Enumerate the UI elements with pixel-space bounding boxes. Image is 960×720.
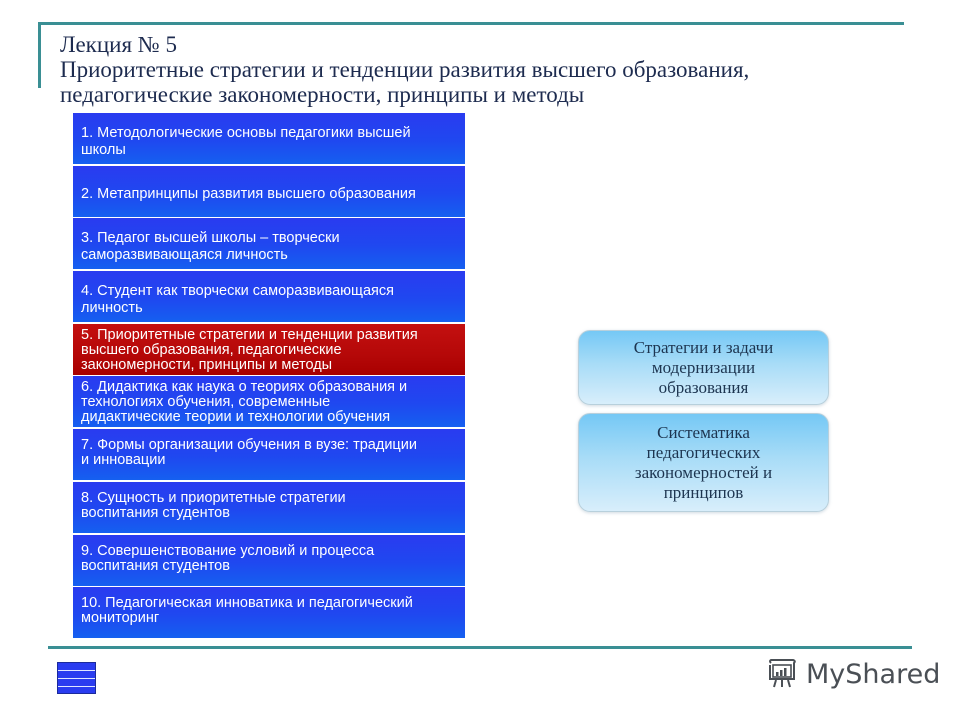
menu-item-2[interactable] xyxy=(73,166,465,217)
menu-item-3[interactable] xyxy=(73,218,465,269)
menu-item-label: закономерности, принципы и методы xyxy=(81,356,333,373)
menu-item-8[interactable] xyxy=(73,482,465,533)
menu-item-label: 5. Приоритетные стратегии и тенденции развития xyxy=(81,326,418,343)
menu-item-4[interactable] xyxy=(73,271,465,322)
box-text-line: закономерностей и xyxy=(634,462,773,482)
menu-item-6[interactable] xyxy=(73,376,465,427)
menu-item-label: 2. Метапринципы развития высшего образования xyxy=(81,185,416,202)
menu-item-label: высшего образования, педагогические xyxy=(81,341,342,358)
box-text-line: принципов xyxy=(663,482,744,502)
box-text-line: образования xyxy=(658,377,749,397)
menu-item-label: 10. Педагогическая инноватика и педагогический xyxy=(81,595,413,612)
menu-item-9[interactable] xyxy=(73,535,465,586)
frame-left-line xyxy=(38,22,41,88)
menu-item-label: мониторинг xyxy=(81,610,160,627)
menu-item-label: воспитания студентов xyxy=(81,557,230,574)
menu-item-label: саморазвивающаяся личность xyxy=(81,246,288,263)
menu-item-label: технологиях обучения, современные xyxy=(81,394,331,411)
menu-item-10[interactable] xyxy=(73,587,465,638)
slide-title xyxy=(60,32,920,107)
menu-item-label: дидактические теории и технологии обучения xyxy=(81,409,391,426)
menu-item-label: воспитания студентов xyxy=(81,504,230,521)
box-text-line: Систематика xyxy=(657,422,750,442)
menu-item-label: 9. Совершенствование условий и процесса xyxy=(81,542,375,559)
lecture-label: Лекция № 5 xyxy=(60,32,177,57)
title-line-1: Приоритетные стратегии и тенденции развития высшего образования, xyxy=(60,57,750,82)
box-text-line: модернизации xyxy=(651,357,756,377)
strategies-box[interactable] xyxy=(578,330,829,405)
box-text-line: Стратегии и задачи xyxy=(633,337,774,357)
menu-item-label: 4. Студент как творчески саморазвивающаяся xyxy=(81,282,394,299)
lecture-menu xyxy=(73,113,465,640)
brand-logo xyxy=(766,654,940,694)
menu-item-7[interactable] xyxy=(73,429,465,480)
box-text-line: педагогических xyxy=(646,442,761,462)
menu-item-label: 1. Методологические основы педагогики высшей xyxy=(81,124,411,141)
brand-name: MyShared xyxy=(806,658,941,690)
menu-list-icon[interactable] xyxy=(57,662,96,694)
menu-item-label: 3. Педагог высшей школы – творчески xyxy=(81,229,340,246)
frame-bottom-line xyxy=(48,646,912,649)
systematics-box[interactable] xyxy=(578,413,829,512)
menu-item-5-active[interactable] xyxy=(73,324,465,375)
presentation-board-icon xyxy=(766,657,800,691)
menu-item-label: и инновации xyxy=(81,452,166,469)
title-line-2: педагогические закономерности, принципы и методы xyxy=(60,82,585,107)
menu-item-label: 8. Сущность и приоритетные стратегии xyxy=(81,489,346,506)
menu-item-label: 7. Формы организации обучения в вузе: традиции xyxy=(81,437,417,454)
menu-item-label: 6. Дидактика как наука о теориях образования и xyxy=(81,379,408,396)
menu-item-1[interactable] xyxy=(73,113,465,164)
frame-top-line xyxy=(38,22,904,25)
menu-item-label: школы xyxy=(81,141,126,158)
menu-item-label: личность xyxy=(81,299,143,316)
